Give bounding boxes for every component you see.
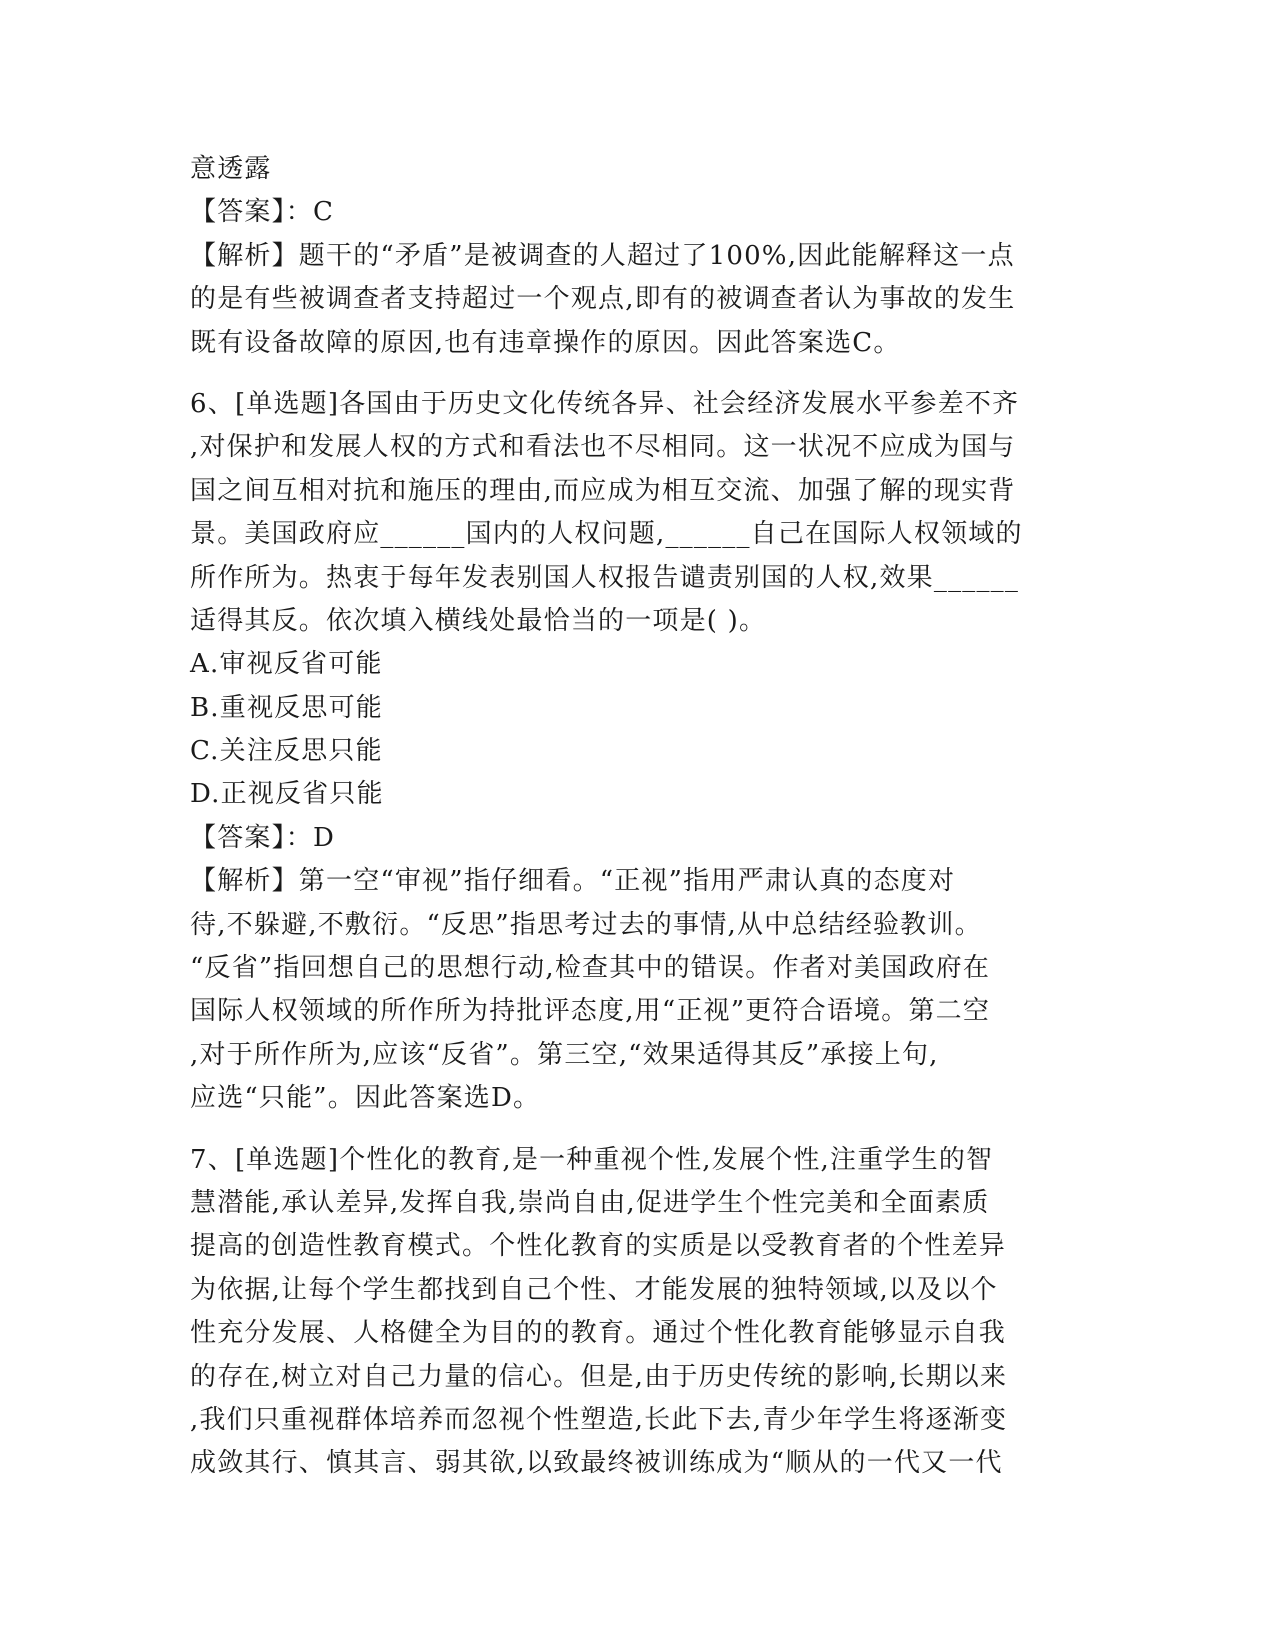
option-a: A.审视反省可能 (190, 649, 383, 680)
question-6 (190, 383, 1080, 1121)
question-stem-line: 7、[单选题]个性化的教育,是一种重视个性,发展个性,注重学生的智 (190, 1144, 994, 1175)
paragraph-gap (190, 365, 1080, 383)
question-7 (190, 1139, 1080, 1486)
question-stem-line: 为依据,让每个学生都找到自己个性、才能发展的独特领域,以及以个 (190, 1274, 998, 1305)
analysis-line: “反省”指回想自己的思想行动,检查其中的错误。作者对美国政府在 (190, 953, 991, 984)
analysis-line: 既有设备故障的原因,也有违章操作的原因。因此答案选C。 (190, 327, 901, 358)
question-stem-line: 慧潜能,承认差异,发挥自我,崇尚自由,促进学生个性完美和全面素质 (190, 1187, 990, 1218)
text-line: 意透露 (190, 154, 272, 184)
analysis-line: 应选“只能”。因此答案选D。 (190, 1083, 541, 1114)
paragraph-gap (190, 1121, 1080, 1139)
analysis-line: 的是有些被调查者支持超过一个观点,即有的被调查者认为事故的发生 (190, 284, 1016, 315)
question-stem-line: 景。美国政府应______国内的人权问题,______自己在国际人权领域的 (190, 519, 1023, 550)
question-stem-line: ,对保护和发展人权的方式和看法也不尽相同。这一状况不应成为国与 (190, 432, 1016, 463)
option-b: B.重视反思可能 (190, 692, 383, 723)
question-stem-line: 适得其反。依次填入横线处最恰当的一项是( )。 (190, 605, 767, 636)
option-d: D.正视反省只能 (190, 779, 384, 810)
question-stem-line: 6、[单选题]各国由于历史文化传统各异、社会经济发展水平参差不齐 (190, 388, 1020, 419)
document-page (190, 148, 1080, 1486)
question-stem-line: 国之间互相对抗和施压的理由,而应成为相互交流、加强了解的现实背 (190, 475, 1016, 506)
answer-line: 【答案】：D (190, 822, 336, 853)
analysis-line: ,对于所作所为,应该“反省”。第三空,“效果适得其反”承接上句, (190, 1039, 939, 1070)
analysis-line: 【解析】题干的“矛盾”是被调查的人超过了100%,因此能解释这一点 (190, 240, 1015, 271)
analysis-line: 国际人权领域的所作所为持批评态度,用“正视”更符合语境。第二空 (190, 996, 991, 1027)
answer-line: 【答案】：C (190, 197, 335, 228)
option-c: C.关注反思只能 (190, 736, 383, 767)
question-stem-line: 所作所为。热衷于每年发表别国人权报告谴责别国的人权,效果______ (190, 562, 1020, 593)
previous-question-tail (190, 148, 1080, 365)
question-stem-line: ,我们只重视群体培养而忽视个性塑造,长此下去,青少年学生将逐渐变 (190, 1404, 1008, 1435)
question-stem-line: 的存在,树立对自己力量的信心。但是,由于历史传统的影响,长期以来 (190, 1361, 1008, 1392)
question-stem-line: 提高的创造性教育模式。个性化教育的实质是以受教育者的个性差异 (190, 1231, 1007, 1262)
question-stem-line: 成敛其行、慎其言、弱其欲,以致最终被训练成为“顺从的一代又一代 (190, 1448, 1003, 1479)
analysis-line: 待,不躲避,不敷衍。“反思”指思考过去的事情,从中总结经验教训。 (190, 909, 982, 940)
question-stem-line: 性充分发展、人格健全为目的的教育。通过个性化教育能够显示自我 (190, 1318, 1007, 1349)
analysis-line: 【解析】第一空“审视”指仔细看。“正视”指用严肃认真的态度对 (190, 866, 956, 897)
